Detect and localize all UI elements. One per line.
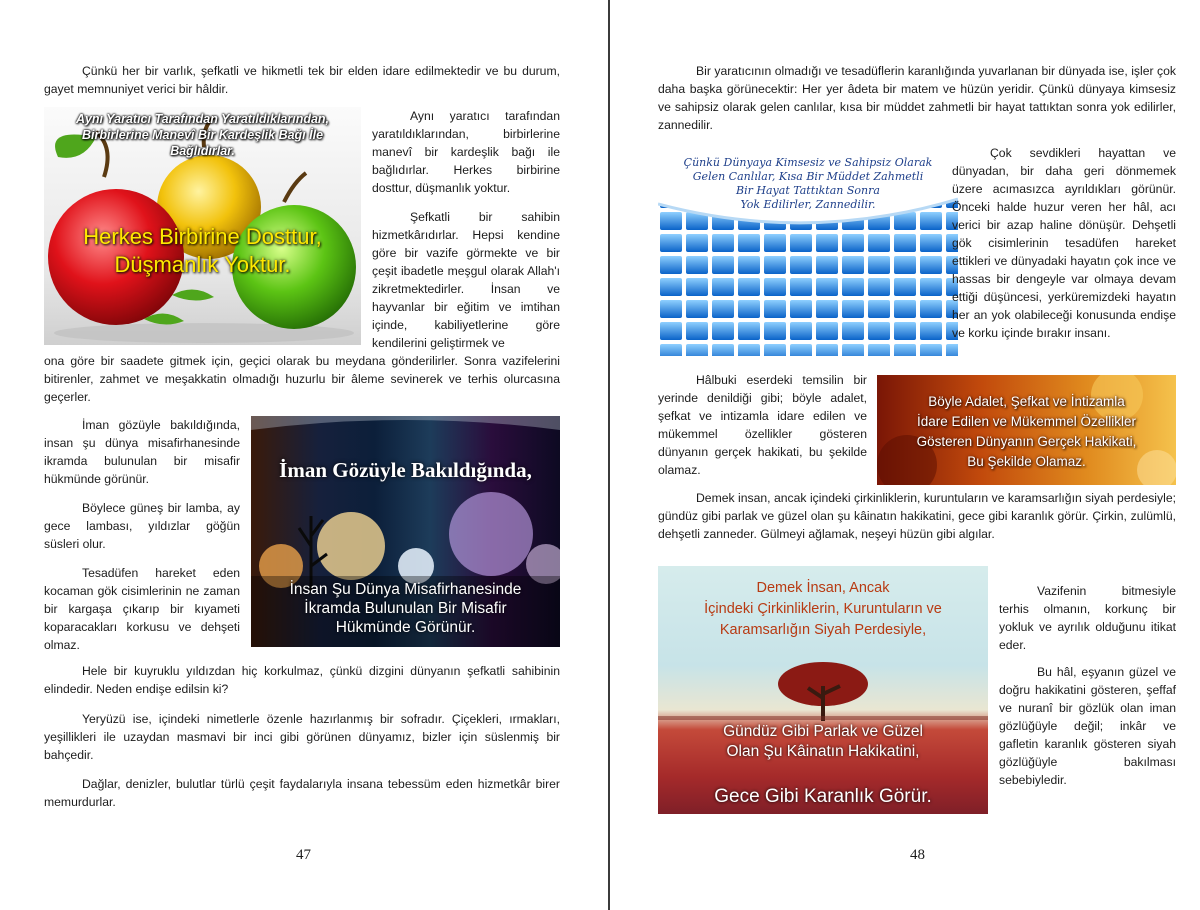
image-caption-top: Birbirlerine Manevî Bir Kardeşlik Bağı İle xyxy=(81,128,324,142)
paragraph: Dağlar, denizler, bulutlar türlü çeşit faydalarıyla insana tebessüm eden hizmetkâr birer memurdurlar. xyxy=(44,777,560,809)
image-caption-main: Herkes Birbirine Dosttur, xyxy=(83,224,322,249)
image-caption-line: İdare Edilen ve Mükemmel Özellikler xyxy=(916,414,1137,429)
image-caption-line: Bu Şekilde Olamaz. xyxy=(967,454,1086,469)
autumn-image xyxy=(877,375,1176,485)
image-caption-line: Bir Hayat Tattıktan Sonra xyxy=(736,184,880,197)
image-caption-line: İkramda Bulunulan Bir Misafir xyxy=(304,600,507,617)
paragraph: Hele bir kuyruklu yıldızdan hiç korkulmaz, çünkü dizgini dünyanın şefkatli sahibinin elindedir. Neden endişe edilsin ki? xyxy=(44,664,560,696)
screens-image xyxy=(658,144,958,356)
paragraph: Çok sevdikleri hayattan ve dünyadan, bir daha geri dönmemek üzere acımasızca ayrıldıkları görünür. Önceki halde huzur veren her hâl, acı verici bir azap haline dönüşür. Dehşetli gök cisimlerinin tesadüfen hareket ettikleri ve dünyadaki hayatın çok ince ve hassas bir dengeyle var olmaya devam ettiği düşüncesi, yerküremizdeki hayatın her an yok olabileceği konusunda endişe ve korku içinde bırakır insanı. xyxy=(952,146,1176,340)
paragraph: ona göre bir saadete gitmek için, geçici olarak bu meydana gönderilirler. Sonra vazifelerini bitirenler, zahmet ve meşakkatin olmadığı huzurlu bir âleme sevinerek ve terhis olurcasına geçerler. xyxy=(44,354,560,404)
image-caption-line: Gündüz Gibi Parlak ve Güzel xyxy=(723,723,923,740)
image-caption-top: Bağlıdırlar. xyxy=(170,144,235,158)
paragraph: Yeryüzü ise, içindeki nimetlerle özenle hazırlanmış bir sofradır. Çiçekleri, ırmakları, yeşillikleri ile uzaydan masmavi bir inci gibi görünen dünyamız, bizler için süslenmiş bir bahçedir. xyxy=(44,712,560,762)
paragraph: Aynı yaratıcı tarafından yaratıldıklarından, birbirlerine manevî bir kardeşlik bağı ile bağlıdırlar. Herkes birbirine dosttur, düşmanlık yoktur. xyxy=(372,109,560,195)
paragraph: Demek insan, ancak içindeki çirkinliklerin, kuruntuların ve karamsarlığın siyah perdesiyle; gündüz gibi parlak ve güzel olan şu kâinatın hakikatini, gece gibi karanlık görür. Çirkin, zulümlü, dehşetli zanneder. Gülmeyi ağlamak, neşeyi hüzün gibi algılar. xyxy=(658,491,1176,541)
image-caption-line: Karamsarlığın Siyah Perdesiyle, xyxy=(719,622,927,638)
image-caption-main: Düşmanlık Yoktur. xyxy=(114,252,291,277)
paragraph: İman gözüyle bakıldığında, insan şu dünya misafirhanesinde ikramda bulunulan bir misafir hükmünde görünür. xyxy=(44,418,240,486)
tree-field-image xyxy=(658,566,988,814)
apples-image xyxy=(44,107,361,345)
paragraph: Hâlbuki eserdeki temsilin bir yerinde denildiği gibi; böyle adalet, şefkat ve intizamla idare edilen ve mükemmel özellikler gösteren dünyanın gerçek hakikati, bu şekilde olamaz. xyxy=(658,373,867,477)
paragraph: Böylece güneş bir lamba, ay gece lambası, yıldızlar göğün süsleri olur. xyxy=(44,501,240,551)
page-number: 47 xyxy=(296,847,311,863)
page-divider xyxy=(608,0,610,910)
image-caption-line: Çünkü Dünyaya Kimsesiz ve Sahipsiz Olarak xyxy=(683,156,933,169)
paragraph: Vazifenin bitmesiyle terhis olmanın, korkunç bir yokluk ve ayrılık olduğunu itikat eder. xyxy=(999,584,1176,652)
image-caption-line: Yok Edilirler, Zannedilir. xyxy=(740,198,876,211)
image-caption-title: İman Gözüyle Bakıldığında, xyxy=(279,458,532,482)
image-caption-line: Böyle Adalet, Şefkat ve İntizamla xyxy=(928,394,1125,409)
image-caption-line: Demek İnsan, Ancak xyxy=(756,580,890,596)
image-caption-line: İnsan Şu Dünya Misafirhanesinde xyxy=(289,581,522,598)
image-caption-line: Gece Gibi Karanlık Görür. xyxy=(714,786,932,807)
paragraph: Bir yaratıcının olmadığı ve tesadüflerin karanlığında yuvarlanan bir dünyada ise, işler çok daha başka görünecektir: Her yer âdeta bir matem ve hüzün yeridir. Çünkü dünyaya kimsesiz ve sahipsiz olarak gelen canlılar, kısa bir müddet zahmetli bir hayat tattıktan sonra yok edilirler, zannedilir. xyxy=(658,64,1176,132)
image-caption-line: Gelen Canlılar, Kısa Bir Müddet Zahmetli xyxy=(692,170,924,183)
paragraph: Çünkü her bir varlık, şefkatli ve hikmetli tek bir elden idare edilmektedir ve bu durum, gayet memnuniyet verici bir hâldir. xyxy=(44,64,560,96)
image-caption-line: İçindeki Çirkinliklerin, Kuruntuların ve xyxy=(704,601,942,617)
right-page xyxy=(611,0,1200,910)
paragraph: Bu hâl, eşyanın güzel ve doğru hakikatini gösteren, şeffaf ve nuranî bir gözlük olan iman gözlüğüyle değil; inkâr ve gafletin karanlık gösteren siyah gözlüğüyle bakılması sebebiyledir. xyxy=(999,665,1176,787)
paragraph: Tesadüfen hareket eden kocaman gök cisimlerinin ne zaman bir kargaşa çıkarıp bir kıyameti koparacakları korkusu ve dehşeti olmaz. xyxy=(44,566,240,652)
image-caption-line: Hükmünde Görünür. xyxy=(335,619,476,636)
planets-image xyxy=(251,416,560,647)
image-caption-line: Olan Şu Kâinatın Hakikatini, xyxy=(726,743,920,760)
image-caption-top: Aynı Yaratıcı Tarafından Yaratıldıklarından, xyxy=(75,112,330,126)
paragraph: Şefkatli bir sahibin hizmetkârıdırlar. Hepsi kendine göre bir vazife görmekte ve bir çeşit ibadetle meşgul olarak Allah'ı zikretmektedirler. İnsan ve hayvanlar bir eğitim ve imtihan içinde, kabiliyetlerine göre kendilerini geliştirmek ve xyxy=(372,210,560,350)
page-number: 48 xyxy=(910,847,925,863)
image-caption-line: Gösteren Dünyanın Gerçek Hakikati, xyxy=(916,434,1137,449)
